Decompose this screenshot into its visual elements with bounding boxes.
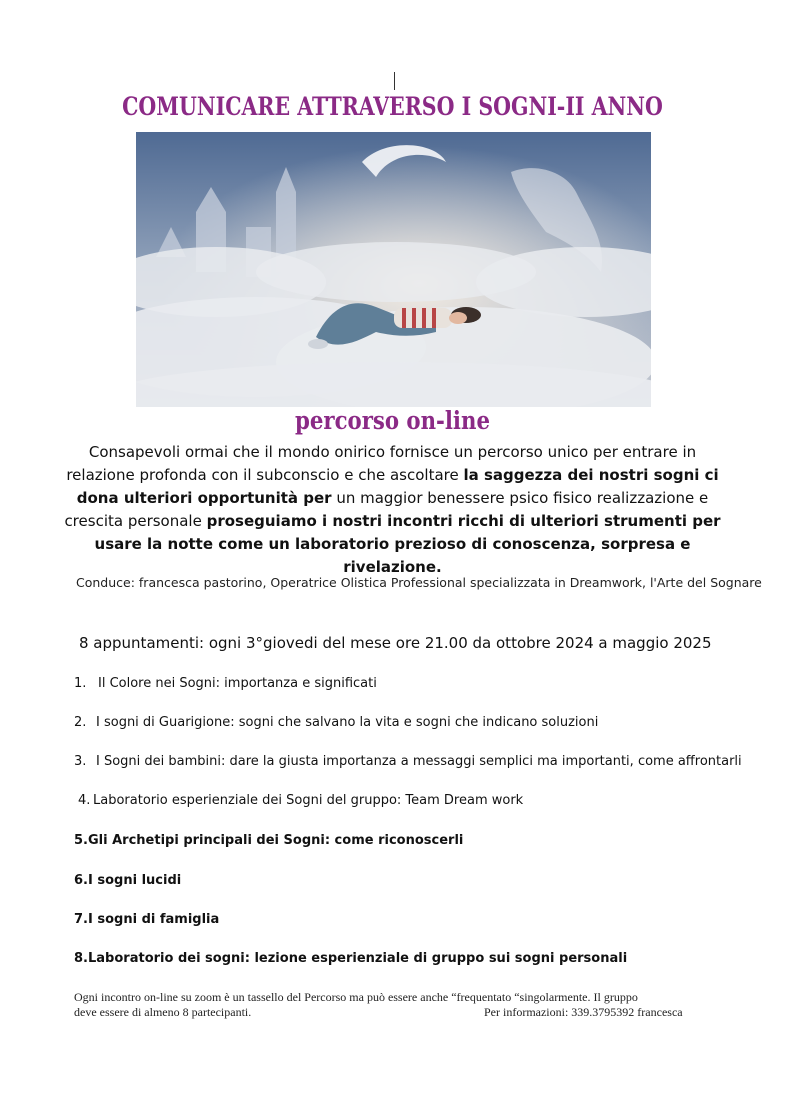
dream-sky-illustration: [136, 132, 651, 407]
list-item: 1. Il Colore nei Sogni: importanza e significati: [74, 676, 377, 691]
intro-text-2-bold: proseguiamo i nostri incontri ricchi di ulteriori strumenti per usare la notte come un laboratorio prezioso di conoscenza, sorpresa e rivelazione.: [94, 512, 721, 576]
list-item: 4. Laboratorio esperienziale dei Sogni del gruppo: Team Dream work: [78, 793, 524, 808]
footer-line-1: Ogni incontro on-line su zoom è un tassello del Percorso ma può essere anche “frequentato “singolarmente. Il gruppo: [74, 990, 638, 1004]
intro-text-1-bold: la saggezza dei nostri sogni ci dona ulteriori opportunità per: [76, 466, 719, 507]
page-title: COMUNICARE ATTRAVERSO I SOGNI-II ANNO: [122, 92, 663, 121]
footer-participants: deve essere di almeno 8 partecipanti.: [74, 1005, 252, 1019]
facilitator-line: Conduce: francesca pastorino, Operatrice Olistica Professional specializzata in Dreamwork, l'Arte del Sognare: [76, 575, 762, 590]
list-item: 3. I Sogni dei bambini: dare la giusta importanza a messaggi semplici ma importanti, come affrontarli: [74, 754, 742, 769]
text-cursor: [394, 72, 395, 90]
dream-sky-image: [136, 132, 651, 407]
page-subtitle: percorso on-line: [295, 406, 490, 435]
intro-paragraph: [60, 441, 725, 579]
footer-line-2: [74, 1005, 724, 1020]
list-item: 8.Laboratorio dei sogni: lezione esperienziale di gruppo sui sogni personali: [74, 951, 628, 966]
list-item: 2. I sogni di Guarigione: sogni che salvano la vita e sogni che indicano soluzioni: [74, 715, 599, 730]
list-item: 7.I sogni di famiglia: [74, 912, 220, 927]
schedule-line: 8 appuntamenti: ogni 3°giovedi del mese ore 21.00 da ottobre 2024 a maggio 2025: [79, 634, 712, 652]
intro-text-1: Consapevoli ormai che il mondo onirico fornisce un percorso unico per entrare in relazione profonda con il subconscio e che ascoltare: [66, 443, 697, 484]
intro-text-2: un maggior benessere psico fisico realizzazione e crescita personale: [64, 489, 709, 530]
footer-note: [74, 990, 724, 1020]
list-item: 6.I sogni lucidi: [74, 873, 182, 888]
list-item: 5.Gli Archetipi principali dei Sogni: come riconoscerli: [74, 833, 464, 848]
contact-info: Per informazioni: 339.3795392 francesca: [484, 1005, 683, 1019]
